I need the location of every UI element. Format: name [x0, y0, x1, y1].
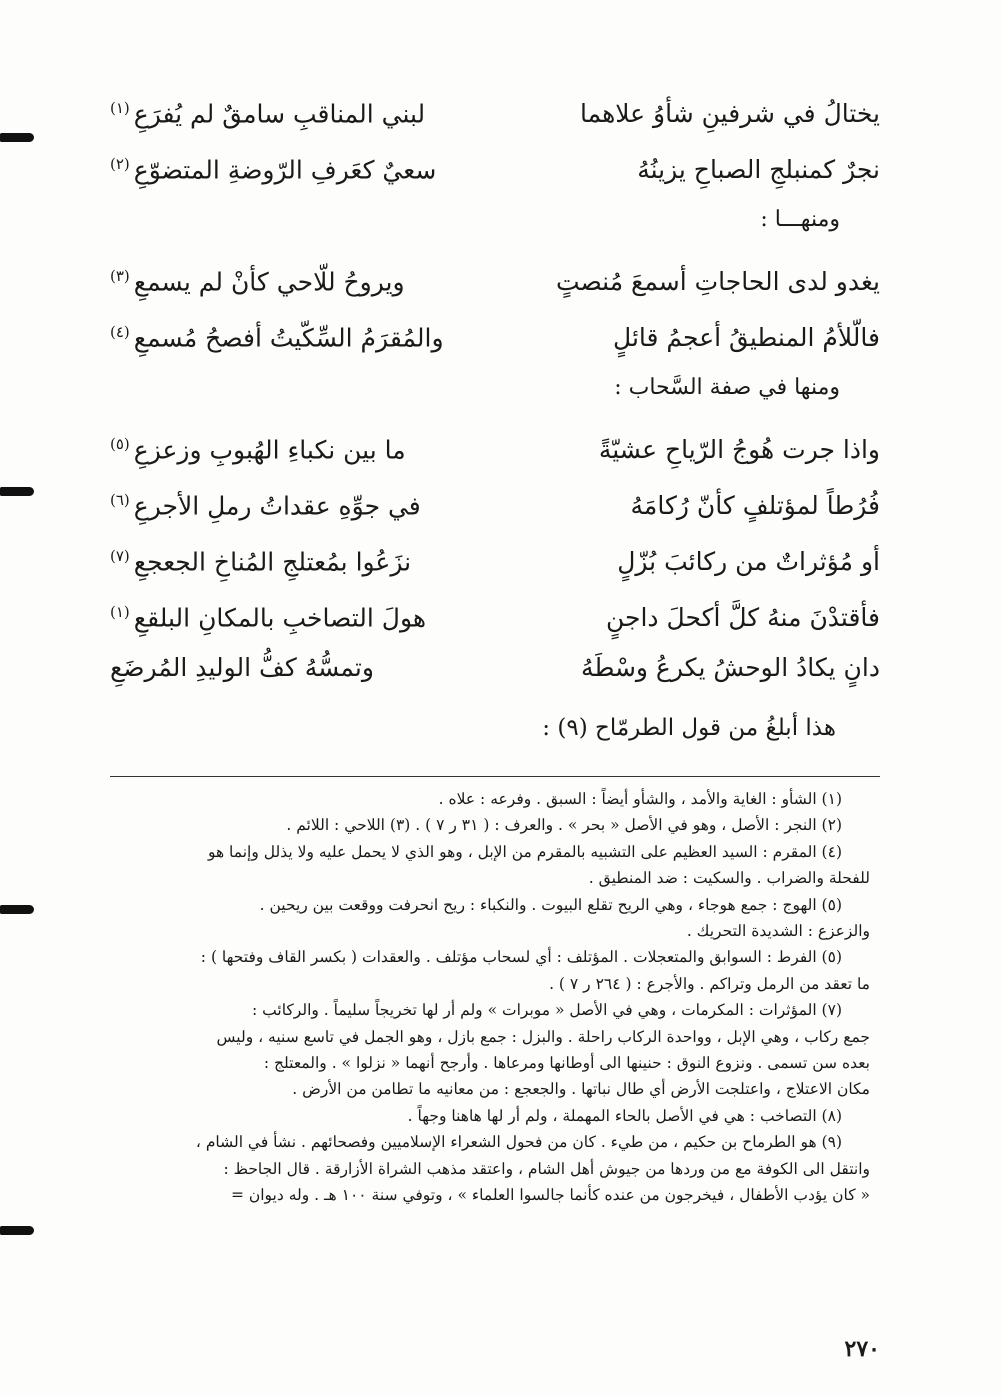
footnote-ref: (٥)	[110, 435, 130, 453]
second-hemistich	[110, 248, 462, 310]
footnote-line: (١) الشأو : الغاية والأمد ، والشأو أيضاً : السبق . وفرعه : علاه .	[438, 790, 842, 808]
second-hemistich-text: نزَعُوا بمُعتلجِ المُناخِ الجعجعِ	[133, 547, 412, 577]
footnote-line: (٢) النجر : الأصل ، وهو في الأصل « بحر » . والعرف : ( ٣١ ر ٧ ) . (٣) اللاحي : اللائم .	[286, 816, 842, 835]
margin-mark	[0, 1226, 34, 1235]
second-hemistich-text: سعيٌ كعَرفِ الرّوضةِ المتضوّعِ	[133, 155, 437, 185]
footnote-line: (٧) المؤثرات : المكرمات ، وهي في الأصل « موبرات » ولم أر لها تخريجاً سليماً . والركائب :	[252, 1001, 842, 1020]
second-hemistich-text: في جوِّهِ عقداتُ رملِ الأجرعِ	[133, 491, 421, 521]
footnote-ref: (١)	[110, 99, 130, 117]
margin-mark	[0, 905, 34, 914]
footnote-line: ما تعقد من الرمل وتراكم . والأجرع : ( ٢٦٤ ر ٧ ) .	[549, 974, 870, 993]
footnote-line: (٨) التصاخب : هي في الأصل بالحاء المهملة ، ولم أر لها هاهنا وجهاً .	[407, 1106, 842, 1125]
verse-line	[110, 136, 880, 192]
second-hemistich-text: والمُقرَمُ السِّكّيتُ أفصحُ مُسمعِ	[133, 323, 444, 353]
second-hemistich	[110, 136, 462, 198]
first-hemistich: واذا جرت هُوجُ الرّياحِ عشيّةً	[598, 435, 880, 465]
second-hemistich-text: لبني المناقبِ سامقٌ لم يُفرَعِ	[133, 99, 426, 129]
margin-mark	[0, 133, 34, 142]
first-hemistich: يغدو لدى الحاجاتِ أسمعَ مُنصتٍ	[555, 267, 880, 297]
footnote-ref: (١)	[110, 603, 130, 621]
margin-mark	[0, 487, 34, 496]
second-hemistich-text: ويروحُ للّاحي كأنْ لم يسمعِ	[133, 267, 405, 297]
second-hemistich	[110, 528, 462, 590]
second-hemistich	[110, 640, 462, 696]
verse-group	[110, 80, 880, 192]
footnote-line: والزعزع : الشديدة التحريك .	[686, 922, 870, 941]
verse-group	[110, 416, 880, 696]
footnote-ref: (٤)	[110, 323, 130, 341]
first-hemistich: فُرُطاً لمؤتلفٍ كأنّ رُكامَهُ	[630, 491, 880, 521]
section-heading: ومنهـــا :	[760, 207, 840, 232]
first-hemistich: نجرٌ كمنبلجِ الصباحِ يزينُهُ	[637, 155, 880, 185]
citation-intro: هذا أبلغُ من قول الطرمّاح (٩) :	[542, 715, 836, 741]
verse-line	[110, 248, 880, 304]
second-hemistich	[110, 472, 462, 534]
footnote-line: جمع ركاب ، وهي الإبل ، وواحدة الركاب راحلة . والبزل : جمع بازل ، وهو الجمل في تاسع سنيه ، وليس	[216, 1027, 870, 1046]
footnote-line: « كان يؤدب الأطفال ، فيخرجون من عنده كأنما جالسوا العلماء » ، وتوفي سنة ١٠٠ هـ . وله ديوان =	[230, 1186, 870, 1205]
second-hemistich-text: هولَ التصاخبِ بالمكانِ البلقعِ	[133, 603, 427, 633]
footnote-ref: (٧)	[110, 547, 130, 565]
footnote-line: (٤) المقرم : السيد العظيم على التشبيه بالمقرم من الإبل ، وهو الذي لا يحمل عليه ولا يذلل وإنما هو	[207, 842, 842, 861]
footnote-ref: (٣)	[110, 267, 130, 285]
verse-line	[110, 416, 880, 472]
footnote-line: بعده سن تسمى . ونزوع النوق : حنينها الى أوطانها ومرعاها . وأرجح أنهما « نزلوا » . والمعتلج :	[263, 1054, 870, 1073]
footnote-line: (٥) الهوج : جمع هوجاء ، وهي الريح تقلع البيوت . والنكباء : ريح انحرفت ووقعت بين ريحين .	[259, 895, 842, 914]
second-hemistich	[110, 584, 462, 646]
first-hemistich: فأقتدْنَ منهُ كلَّ أكحلَ داجنٍ	[606, 603, 880, 633]
second-hemistich	[110, 416, 462, 478]
first-hemistich: يختالُ في شرفينِ شأوُ علاهما	[580, 99, 880, 129]
verse-line	[110, 640, 880, 696]
first-hemistich: أو مُؤثراتٌ من ركائبَ بُزّلٍ	[617, 547, 880, 577]
footnote-line: (٥) الفرط : السوابق والمتعجلات . المؤتلف : أي لسحاب مؤتلف . والعقدات ( بكسر القاف وفتحها ) :	[200, 948, 842, 967]
second-hemistich	[110, 304, 462, 366]
page-number: ٢٧٠	[844, 1336, 880, 1362]
footnote-separator	[110, 776, 880, 777]
poem-body	[110, 80, 880, 760]
verse-line	[110, 528, 880, 584]
second-hemistich-text: ما بين نكباءِ الهُبوبِ وزعزعِ	[133, 435, 406, 465]
verse-line	[110, 80, 880, 136]
footnote-line: للفحلة والضراب . والسكيت : ضد المنطيق .	[588, 869, 870, 888]
footnote-line: مكان الاعتلاج ، واعتلجت الأرض أي طال نباتها . والجعجع : من معانيه ما تطامن من الأرض .	[292, 1080, 870, 1099]
first-hemistich: دانٍ يكادُ الوحشُ يكرعُ وسْطَهُ	[581, 653, 880, 682]
verse-line	[110, 584, 880, 640]
footnotes	[130, 786, 870, 1209]
section-heading: ومنها في صفة السَّحاب :	[614, 375, 840, 400]
verse-group	[110, 248, 880, 360]
verse-line	[110, 304, 880, 360]
second-hemistich-text: وتمسُّهُ كفُّ الوليدِ المُرضَعِ	[110, 653, 374, 682]
second-hemistich	[110, 80, 462, 142]
footnote-ref: (٦)	[110, 491, 130, 509]
verse-line	[110, 472, 880, 528]
footnote-line: وانتقل الى الكوفة مع من وردها من جيوش أهل الشام ، واعتقد مذهب الشراة الأزارقة . قال الجاحظ :	[223, 1159, 870, 1178]
footnote-ref: (٢)	[110, 155, 130, 173]
footnote-line: (٩) هو الطرماح بن حكيم ، من طيء . كان من فحول الشعراء الإسلاميين وفصحائهم . نشأ في الشام ،	[195, 1133, 842, 1152]
first-hemistich: فالّلأمُ المنطيقُ أعجمُ قائلٍ	[613, 323, 880, 353]
